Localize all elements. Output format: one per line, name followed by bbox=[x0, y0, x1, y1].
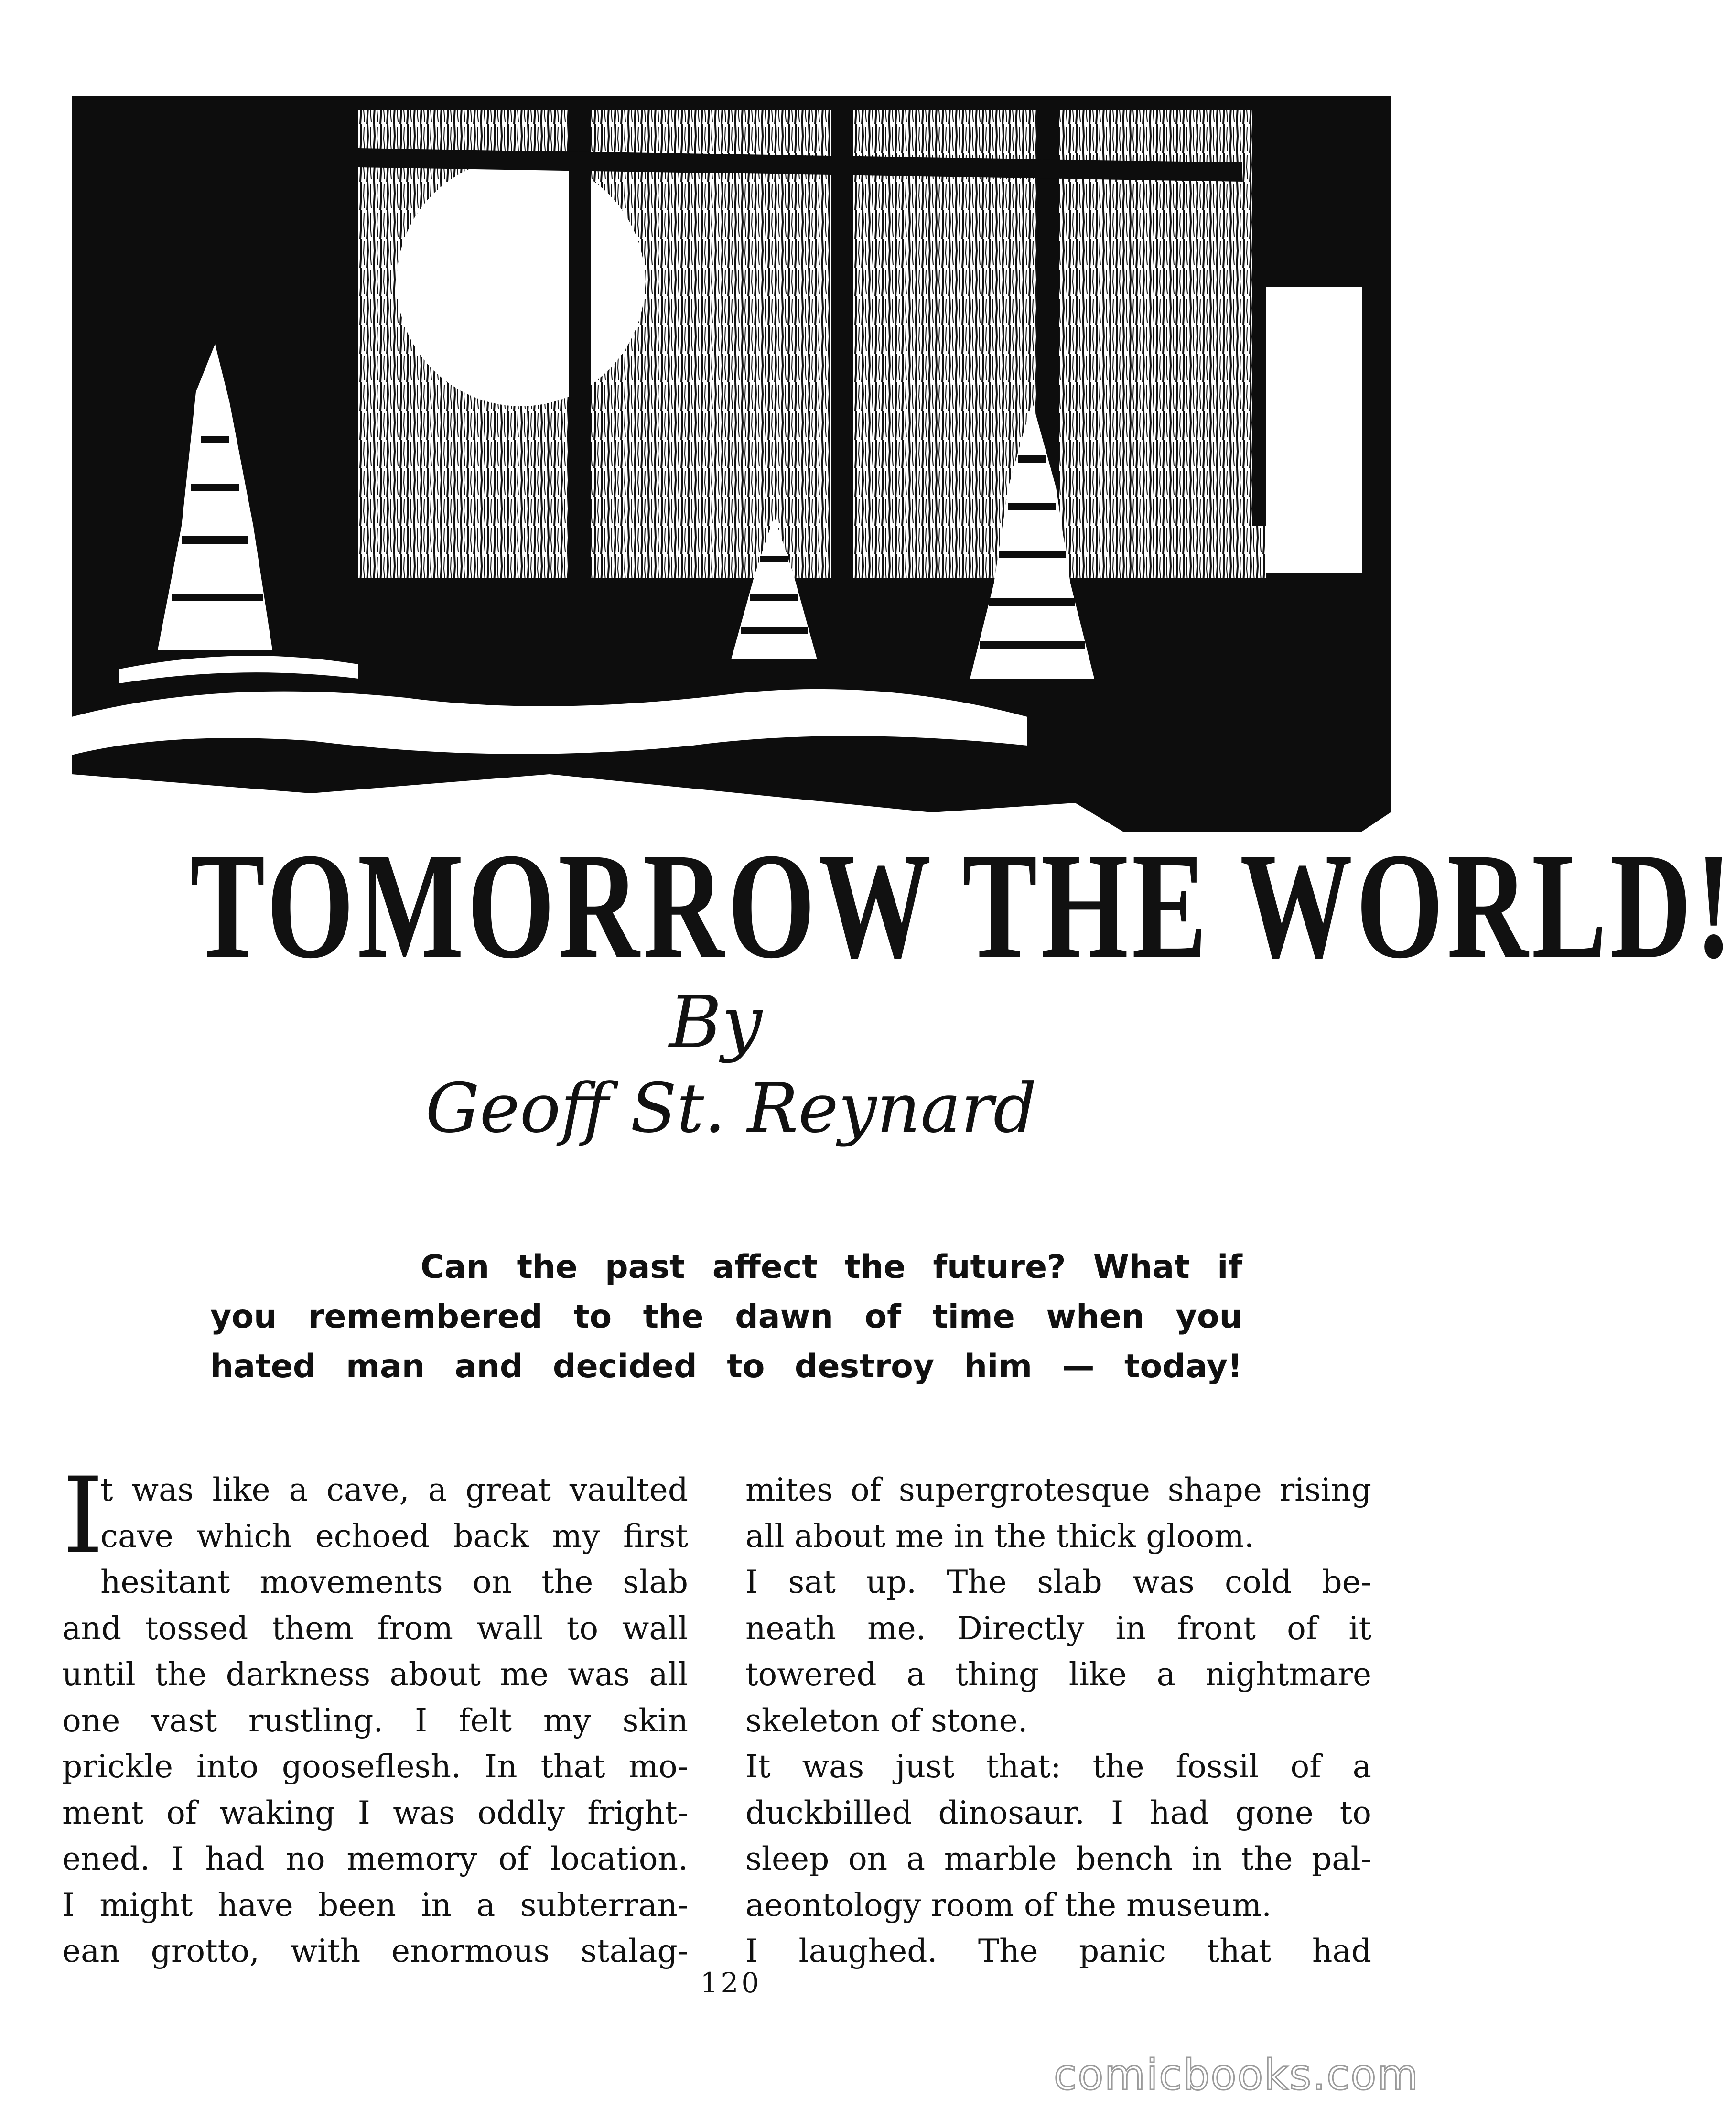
intro-line: you remembered to the dawn of time when you bbox=[210, 1298, 1242, 1336]
story-title: TOMORROW THE WORLD! bbox=[190, 822, 1736, 990]
moon-icon bbox=[397, 158, 645, 406]
text-line: I might have been in a subterran- bbox=[62, 1886, 688, 1924]
story-intro bbox=[210, 1243, 1242, 1392]
drop-cap: I bbox=[62, 1455, 104, 1577]
text-line: cave which echoed back my first bbox=[100, 1517, 688, 1555]
header-illustration bbox=[72, 96, 1391, 832]
text-line: duckbilled dinosaur. I had gone to bbox=[745, 1794, 1371, 1831]
text-line: t was like a cave, a great vaulted bbox=[100, 1471, 688, 1508]
watermark: comicbooks.com bbox=[1053, 2050, 1419, 2099]
text-line: ean grotto, with enormous stalag- bbox=[62, 1933, 688, 1969]
text-line: skeleton of stone. bbox=[745, 1702, 1028, 1739]
text-line: I laughed. The panic that had bbox=[745, 1933, 1371, 1969]
text-line: hesitant movements on the slab bbox=[100, 1564, 688, 1600]
text-line: one vast rustling. I felt my skin bbox=[62, 1702, 688, 1739]
text-line: ened. I had no memory of location. bbox=[62, 1840, 688, 1877]
text-line: prickle into gooseflesh. In that mo- bbox=[62, 1748, 688, 1785]
text-line: sleep on a marble bench in the pal- bbox=[745, 1840, 1371, 1877]
text-line: aeontology room of the museum. bbox=[745, 1886, 1272, 1924]
intro-line: hated man and decided to destroy him — today! bbox=[210, 1348, 1242, 1385]
text-line: and tossed them from wall to wall bbox=[62, 1610, 688, 1647]
author-name: Geoff St. Reynard bbox=[425, 1069, 1037, 1148]
byline-prefix: By bbox=[669, 981, 762, 1064]
text-column-left bbox=[62, 1455, 688, 1975]
text-line: It was just that: the fossil of a bbox=[745, 1748, 1371, 1785]
text-line: towered a thing like a nightmare bbox=[745, 1656, 1371, 1693]
page-number: 120 bbox=[700, 1967, 762, 1999]
text-line: I sat up. The slab was cold be- bbox=[745, 1564, 1371, 1600]
text-line: ment of waking I was oddly fright- bbox=[62, 1794, 688, 1831]
text-line: neath me. Directly in front of it bbox=[745, 1610, 1371, 1647]
text-line: until the darkness about me was all bbox=[62, 1656, 688, 1693]
text-line: mites of supergrotesque shape rising bbox=[745, 1471, 1371, 1508]
text-line: all about me in the thick gloom. bbox=[745, 1517, 1254, 1555]
intro-line: Can the past affect the future? What if bbox=[421, 1248, 1242, 1286]
text-column-right bbox=[745, 1467, 1371, 1975]
